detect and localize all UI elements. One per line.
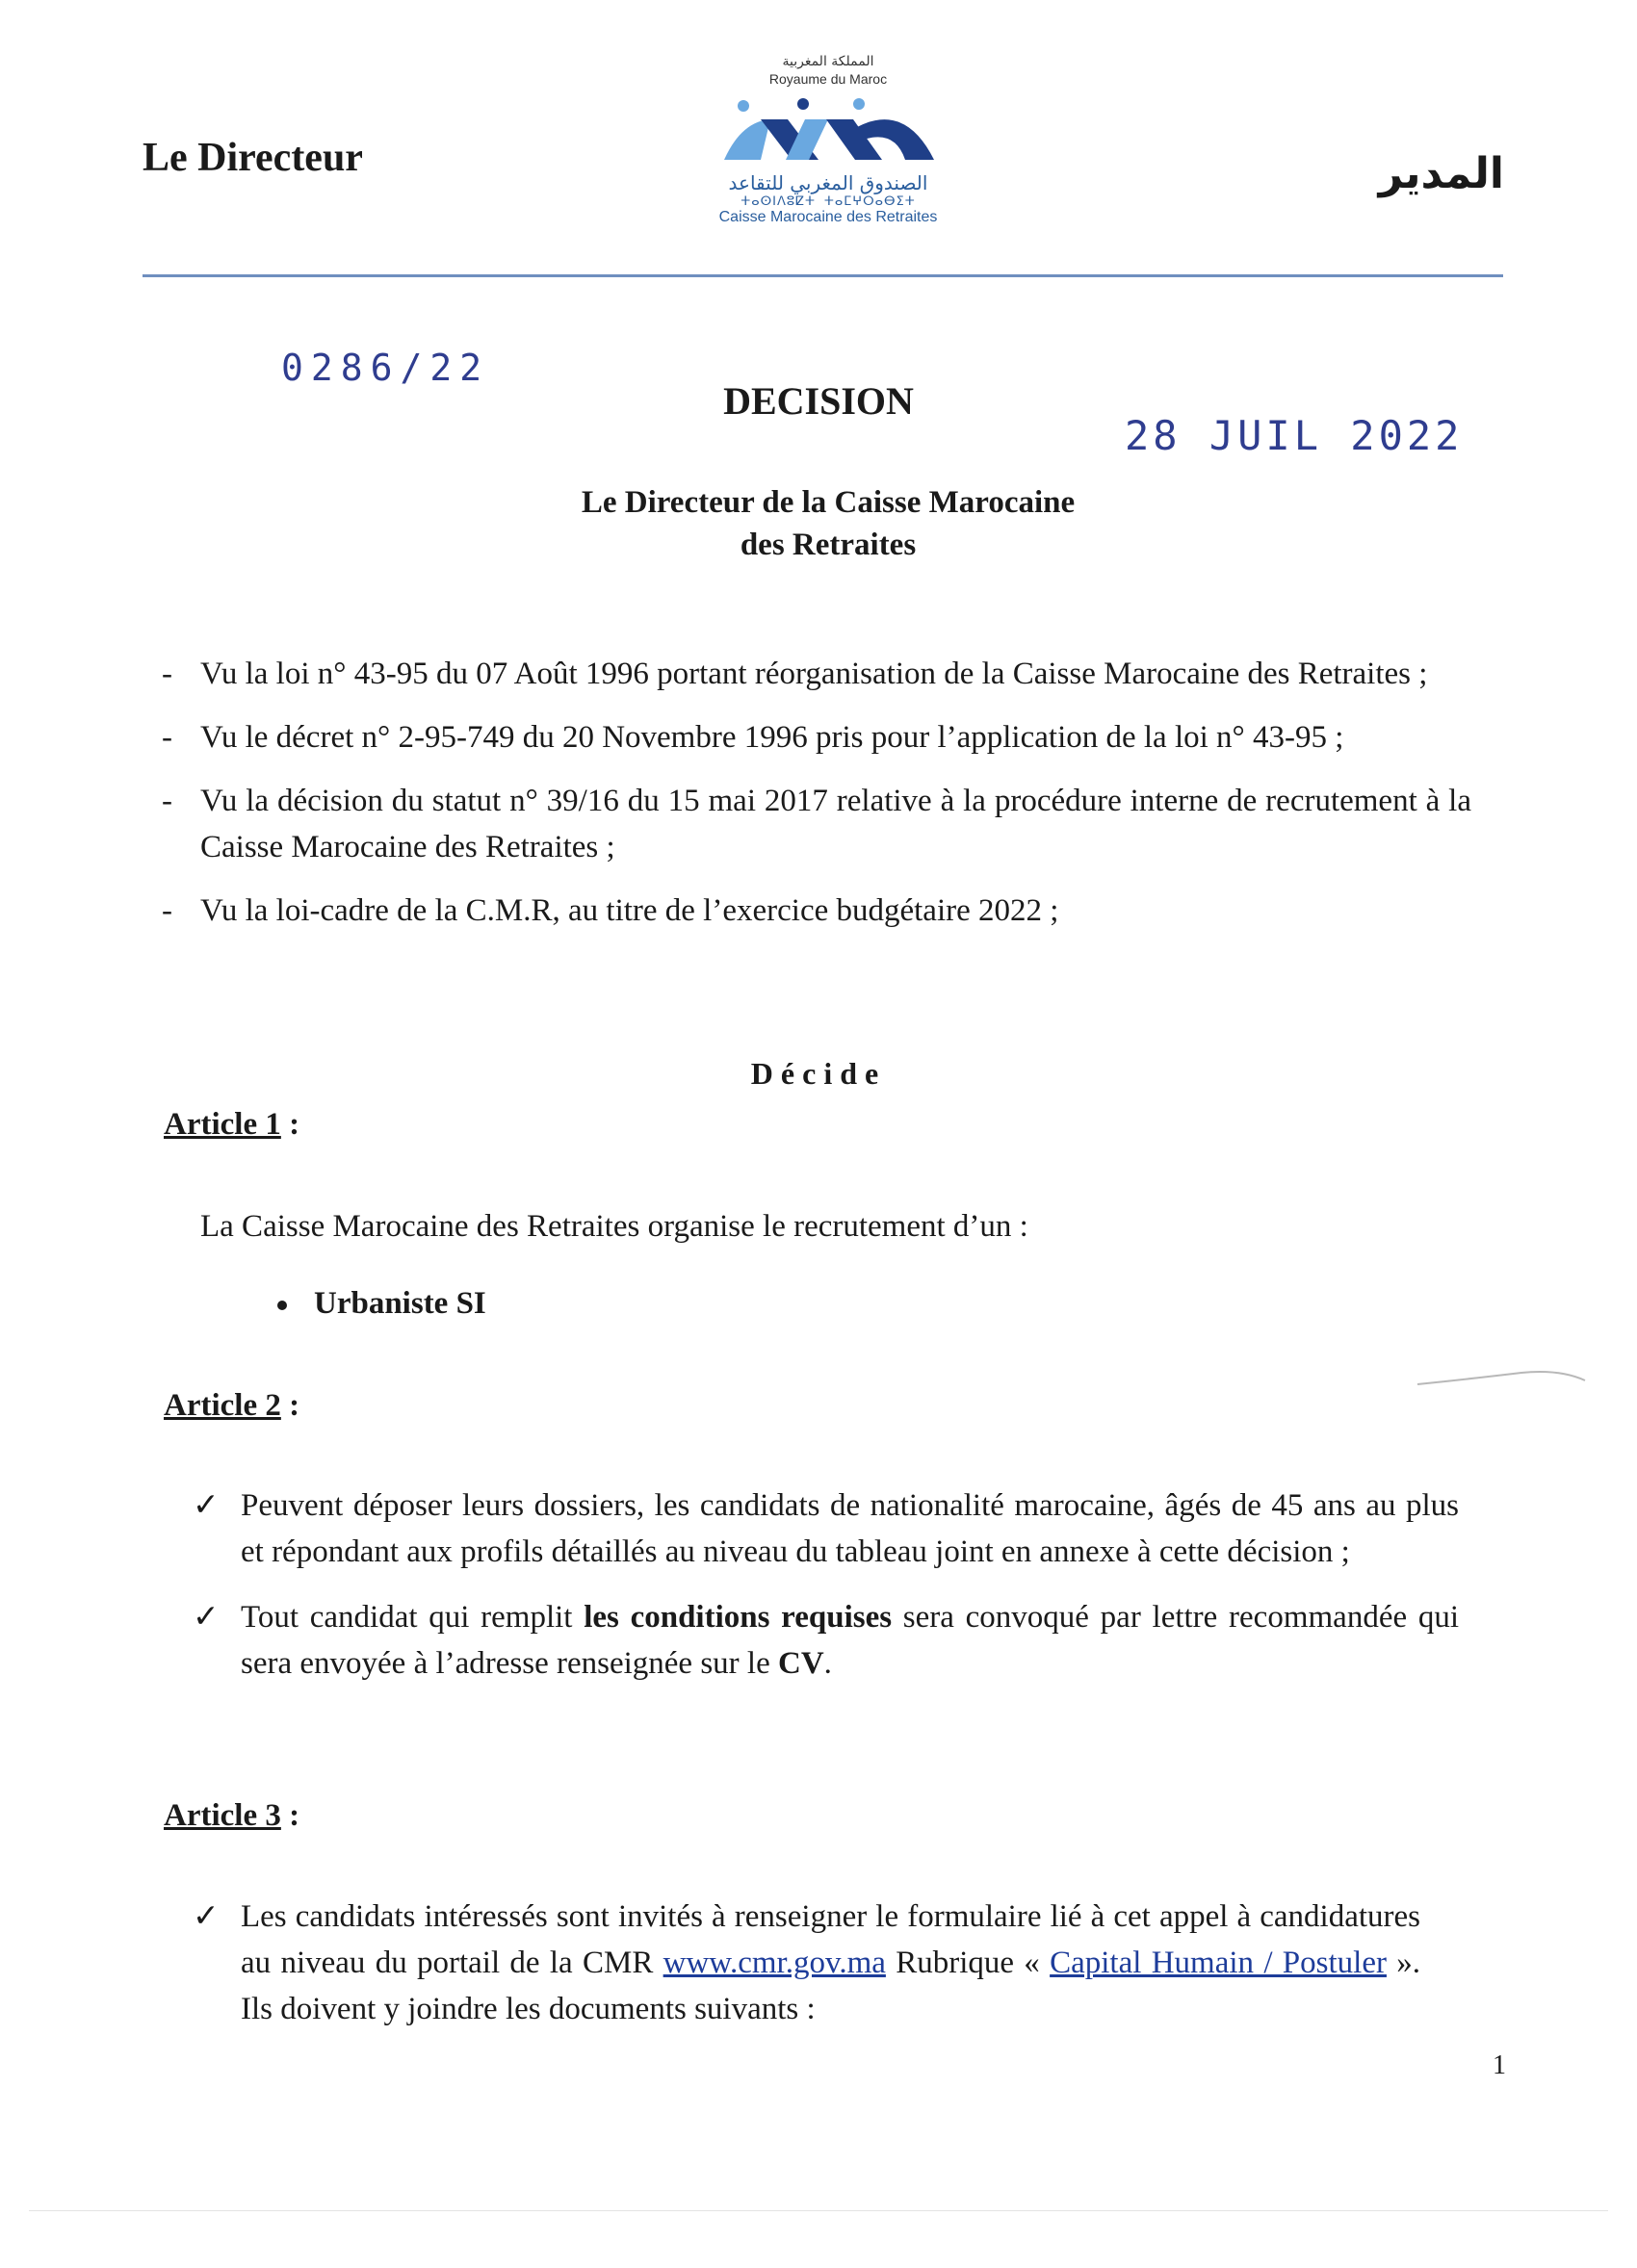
- document-title: DECISION: [723, 379, 914, 423]
- cmr-website-link[interactable]: www.cmr.gov.ma: [663, 1946, 886, 1980]
- header-left-title: Le Directeur: [143, 136, 363, 180]
- consideration-item: [162, 651, 1471, 697]
- consideration-item: [162, 888, 1471, 934]
- article-2-item-2-part1: Tout candidat qui remplit: [241, 1600, 585, 1635]
- header-divider: [143, 274, 1503, 277]
- article-1-text: La Caisse Marocaine des Retraites organise le recrutement d’un :: [200, 1209, 1028, 1244]
- consideration-item: [162, 714, 1471, 760]
- article-3-list: [193, 1894, 1420, 2051]
- header-right-title-arabic: المدير: [1378, 149, 1504, 198]
- dash-marker: -: [162, 784, 172, 818]
- consideration-text: Vu la loi-cadre de la C.M.R, au titre de l’exercice budgétaire 2022 ;: [200, 893, 1059, 928]
- logo-arabic-kingdom: المملكة المغربية: [782, 54, 874, 69]
- footer-divider: [29, 2210, 1608, 2211]
- article-2-item-2-part2: sera convoqué par lettre recommandée qui sera envoyée à l’adresse renseignée sur le: [241, 1600, 1460, 1681]
- article-2-colon: :: [280, 1388, 300, 1423]
- subtitle-line-1: Le Directeur de la Caisse Marocaine: [581, 485, 1076, 520]
- dash-marker: -: [162, 893, 172, 928]
- capital-humain-postuler-link[interactable]: Capital Humain / Postuler: [1050, 1946, 1387, 1980]
- checkmark-icon: ✓: [193, 1600, 220, 1635]
- dash-marker: -: [162, 657, 172, 691]
- subtitle-line-2: des Retraites: [740, 528, 917, 562]
- checkmark-icon: ✓: [193, 1899, 220, 1934]
- article-3-heading: [164, 1798, 299, 1834]
- cmr-emblem-icon: [713, 92, 944, 169]
- checkmark-icon: ✓: [193, 1488, 220, 1523]
- pen-mark-icon: [1416, 1367, 1589, 1388]
- article-2-item-2-end: .: [823, 1646, 832, 1681]
- article-1-heading: [164, 1107, 299, 1143]
- logo-kingdom: Royaume du Maroc: [768, 71, 888, 87]
- consideration-text: Vu le décret n° 2-95-749 du 20 Novembre 1996 pris pour l’application de la loi n° 43-95 ;: [200, 720, 1344, 755]
- page-number: 1: [1493, 2050, 1506, 2080]
- document-subtitle: [481, 481, 1175, 566]
- considerations-list: [162, 651, 1471, 951]
- logo-arabic-name: الصندوق المغربي للتقاعد: [728, 171, 928, 194]
- article-3-item-part3: ». Ils doivent y joindre les documents suivants :: [241, 1946, 1420, 2026]
- article-2-item-1-text: Peuvent déposer leurs dossiers, les candidats de nationalité marocaine, âgés de 45 ans au plus et répondant aux profils détaillés au niveau du tableau joint en annexe à cette décision ;: [241, 1488, 1459, 1569]
- article-2-item: [193, 1594, 1459, 1687]
- position-title: Urbaniste SI: [314, 1286, 486, 1321]
- article-1-colon: :: [280, 1107, 300, 1142]
- consideration-item: [162, 778, 1471, 870]
- article-2-list: [193, 1482, 1459, 1706]
- article-3-label: Article 3: [164, 1798, 281, 1833]
- position-item: [277, 1286, 486, 1322]
- date-stamp: 28 JUIL 2022: [1125, 412, 1464, 459]
- logo-tifinagh-name: ⵜⴰⵙⵏⴷⵓⵇⵜ ⵜⴰⵎⵖⵔⴰⴱⵉⵜ: [741, 194, 916, 209]
- article-3-colon: :: [280, 1798, 300, 1833]
- article-3-item: [193, 1894, 1420, 2032]
- decision-number-stamp: 0286/22: [281, 347, 490, 389]
- article-3-item-part1: Les candidats intéressés sont invités à renseigner le formulaire lié à cet appel à candidatures au niveau du portail de la CMR: [241, 1899, 1420, 1980]
- cmr-logo: [674, 54, 982, 266]
- article-2-item-2-bold: les conditions requises: [584, 1600, 893, 1635]
- article-3-item-part2: Rubrique «: [885, 1946, 1051, 1980]
- article-1-label: Article 1: [164, 1107, 281, 1142]
- decide-heading: Décide: [750, 1056, 887, 1091]
- article-2-label: Article 2: [164, 1388, 281, 1423]
- article-2-heading: [164, 1388, 299, 1424]
- consideration-text: Vu la décision du statut n° 39/16 du 15 mai 2017 relative à la procédure interne de recrutement à la Caisse Marocaine des Retraites ;: [200, 784, 1471, 864]
- consideration-text: Vu la loi n° 43-95 du 07 Août 1996 portant réorganisation de la Caisse Marocaine des Retraites ;: [200, 657, 1428, 691]
- bullet-icon: [277, 1301, 287, 1310]
- article-2-item: [193, 1482, 1459, 1575]
- article-2-item-2-cv: CV: [777, 1646, 824, 1681]
- logo-french-name: Caisse Marocaine des Retraites: [718, 209, 938, 225]
- dash-marker: -: [162, 720, 172, 755]
